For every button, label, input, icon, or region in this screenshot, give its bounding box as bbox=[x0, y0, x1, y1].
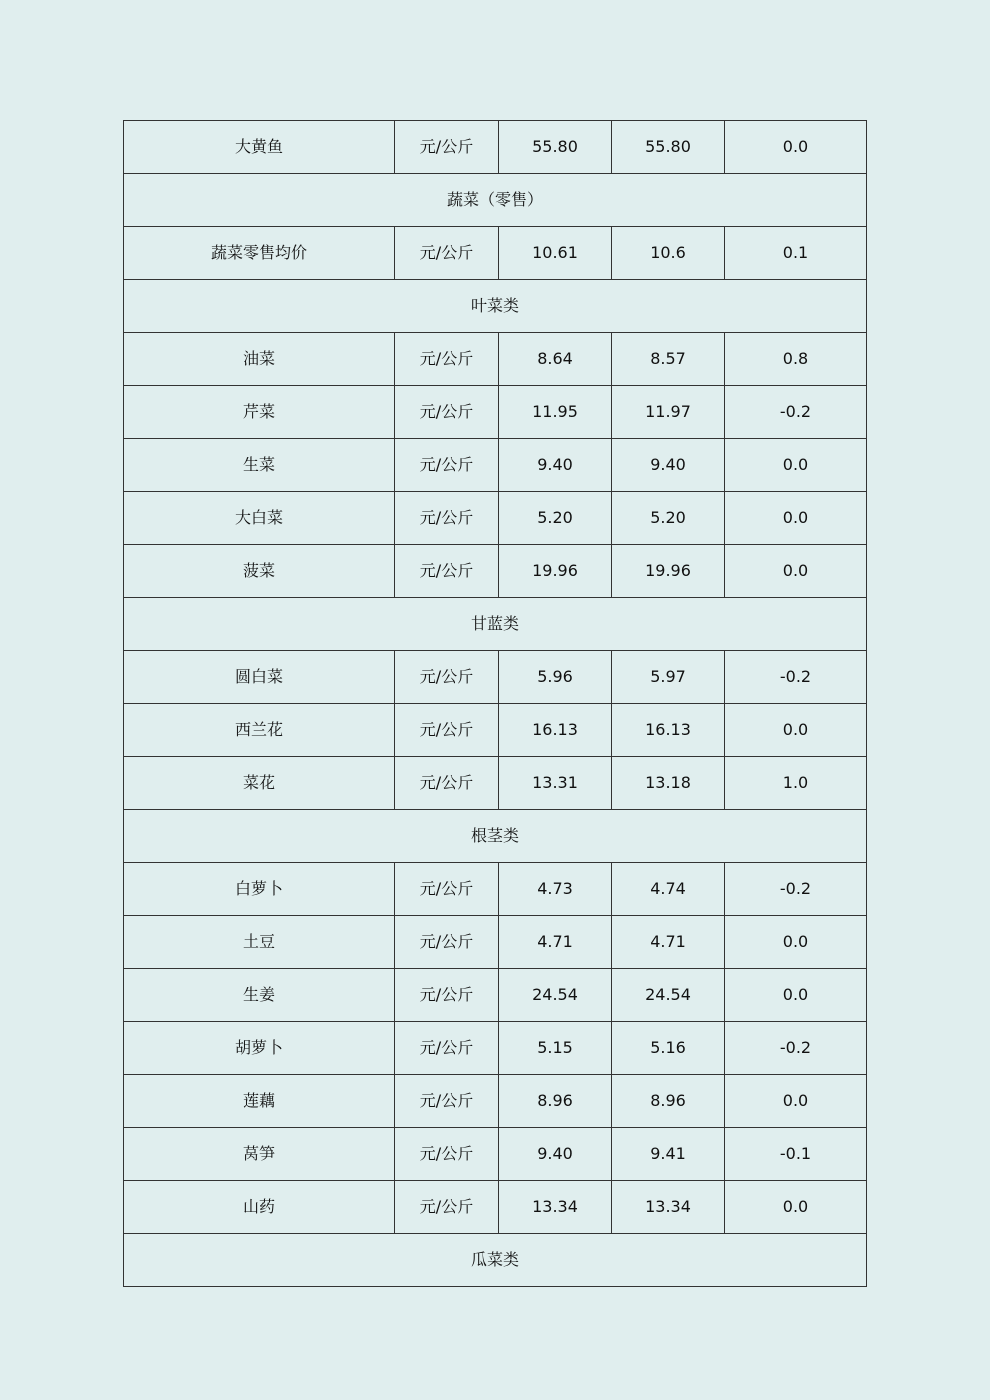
section-title: 根茎类 bbox=[124, 810, 867, 863]
table-row bbox=[124, 916, 867, 969]
price-previous-cell: 5.97 bbox=[612, 651, 725, 704]
price-current-cell: 9.40 bbox=[499, 1128, 612, 1181]
unit-cell: 元/公斤 bbox=[395, 1128, 499, 1181]
unit-cell: 元/公斤 bbox=[395, 439, 499, 492]
item-name-cell: 菠菜 bbox=[124, 545, 395, 598]
unit-cell: 元/公斤 bbox=[395, 227, 499, 280]
item-name-cell: 蔬菜零售均价 bbox=[124, 227, 395, 280]
section-title: 甘蓝类 bbox=[124, 598, 867, 651]
change-percent-cell: -0.2 bbox=[725, 651, 867, 704]
item-name-cell: 生姜 bbox=[124, 969, 395, 1022]
item-name-cell: 土豆 bbox=[124, 916, 395, 969]
item-name-cell: 莲藕 bbox=[124, 1075, 395, 1128]
price-current-cell: 16.13 bbox=[499, 704, 612, 757]
price-current-cell: 10.61 bbox=[499, 227, 612, 280]
price-previous-cell: 9.40 bbox=[612, 439, 725, 492]
item-name-cell: 胡萝卜 bbox=[124, 1022, 395, 1075]
table-row bbox=[124, 704, 867, 757]
change-percent-cell: 0.0 bbox=[725, 1075, 867, 1128]
item-name-cell: 莴笋 bbox=[124, 1128, 395, 1181]
price-current-cell: 9.40 bbox=[499, 439, 612, 492]
unit-cell: 元/公斤 bbox=[395, 916, 499, 969]
unit-cell: 元/公斤 bbox=[395, 545, 499, 598]
unit-cell: 元/公斤 bbox=[395, 863, 499, 916]
item-name-cell: 菜花 bbox=[124, 757, 395, 810]
price-current-cell: 11.95 bbox=[499, 386, 612, 439]
price-current-cell: 8.96 bbox=[499, 1075, 612, 1128]
section-header-row bbox=[124, 598, 867, 651]
price-current-cell: 19.96 bbox=[499, 545, 612, 598]
section-header-row bbox=[124, 174, 867, 227]
change-percent-cell: 1.0 bbox=[725, 757, 867, 810]
price-previous-cell: 13.34 bbox=[612, 1181, 725, 1234]
change-percent-cell: 0.0 bbox=[725, 439, 867, 492]
table-row bbox=[124, 969, 867, 1022]
section-header-row bbox=[124, 810, 867, 863]
price-current-cell: 55.80 bbox=[499, 121, 612, 174]
item-name-cell: 大黄鱼 bbox=[124, 121, 395, 174]
price-current-cell: 8.64 bbox=[499, 333, 612, 386]
unit-cell: 元/公斤 bbox=[395, 704, 499, 757]
change-percent-cell: 0.8 bbox=[725, 333, 867, 386]
item-name-cell: 圆白菜 bbox=[124, 651, 395, 704]
change-percent-cell: -0.2 bbox=[725, 386, 867, 439]
table-row bbox=[124, 1181, 867, 1234]
change-percent-cell: 0.0 bbox=[725, 969, 867, 1022]
table-row bbox=[124, 333, 867, 386]
price-previous-cell: 8.96 bbox=[612, 1075, 725, 1128]
item-name-cell: 西兰花 bbox=[124, 704, 395, 757]
change-percent-cell: 0.0 bbox=[725, 545, 867, 598]
table-row bbox=[124, 492, 867, 545]
unit-cell: 元/公斤 bbox=[395, 333, 499, 386]
price-current-cell: 5.15 bbox=[499, 1022, 612, 1075]
price-previous-cell: 16.13 bbox=[612, 704, 725, 757]
change-percent-cell: 0.0 bbox=[725, 704, 867, 757]
change-percent-cell: 0.1 bbox=[725, 227, 867, 280]
table-row bbox=[124, 757, 867, 810]
section-title: 瓜菜类 bbox=[124, 1234, 867, 1287]
section-header-row bbox=[124, 280, 867, 333]
price-current-cell: 5.20 bbox=[499, 492, 612, 545]
item-name-cell: 白萝卜 bbox=[124, 863, 395, 916]
unit-cell: 元/公斤 bbox=[395, 492, 499, 545]
section-title: 蔬菜（零售） bbox=[124, 174, 867, 227]
table-row bbox=[124, 121, 867, 174]
unit-cell: 元/公斤 bbox=[395, 1075, 499, 1128]
unit-cell: 元/公斤 bbox=[395, 1022, 499, 1075]
table-row bbox=[124, 651, 867, 704]
price-previous-cell: 9.41 bbox=[612, 1128, 725, 1181]
price-previous-cell: 19.96 bbox=[612, 545, 725, 598]
table-row bbox=[124, 545, 867, 598]
price-previous-cell: 4.74 bbox=[612, 863, 725, 916]
section-title: 叶菜类 bbox=[124, 280, 867, 333]
price-current-cell: 4.71 bbox=[499, 916, 612, 969]
price-previous-cell: 11.97 bbox=[612, 386, 725, 439]
change-percent-cell: 0.0 bbox=[725, 916, 867, 969]
price-current-cell: 24.54 bbox=[499, 969, 612, 1022]
item-name-cell: 大白菜 bbox=[124, 492, 395, 545]
price-previous-cell: 5.20 bbox=[612, 492, 725, 545]
price-table-body bbox=[124, 121, 867, 1287]
item-name-cell: 油菜 bbox=[124, 333, 395, 386]
table-row bbox=[124, 863, 867, 916]
price-previous-cell: 24.54 bbox=[612, 969, 725, 1022]
item-name-cell: 生菜 bbox=[124, 439, 395, 492]
change-percent-cell: 0.0 bbox=[725, 121, 867, 174]
table-row bbox=[124, 1075, 867, 1128]
change-percent-cell: -0.1 bbox=[725, 1128, 867, 1181]
unit-cell: 元/公斤 bbox=[395, 651, 499, 704]
table-row bbox=[124, 386, 867, 439]
price-previous-cell: 8.57 bbox=[612, 333, 725, 386]
unit-cell: 元/公斤 bbox=[395, 1181, 499, 1234]
unit-cell: 元/公斤 bbox=[395, 969, 499, 1022]
table-row bbox=[124, 1128, 867, 1181]
item-name-cell: 山药 bbox=[124, 1181, 395, 1234]
price-previous-cell: 5.16 bbox=[612, 1022, 725, 1075]
price-current-cell: 13.31 bbox=[499, 757, 612, 810]
price-previous-cell: 13.18 bbox=[612, 757, 725, 810]
change-percent-cell: -0.2 bbox=[725, 1022, 867, 1075]
price-table bbox=[123, 120, 867, 1287]
price-previous-cell: 10.6 bbox=[612, 227, 725, 280]
table-row bbox=[124, 227, 867, 280]
price-current-cell: 5.96 bbox=[499, 651, 612, 704]
unit-cell: 元/公斤 bbox=[395, 757, 499, 810]
price-previous-cell: 4.71 bbox=[612, 916, 725, 969]
table-row bbox=[124, 1022, 867, 1075]
change-percent-cell: 0.0 bbox=[725, 492, 867, 545]
change-percent-cell: -0.2 bbox=[725, 863, 867, 916]
price-current-cell: 4.73 bbox=[499, 863, 612, 916]
unit-cell: 元/公斤 bbox=[395, 386, 499, 439]
section-header-row bbox=[124, 1234, 867, 1287]
price-previous-cell: 55.80 bbox=[612, 121, 725, 174]
table-row bbox=[124, 439, 867, 492]
unit-cell: 元/公斤 bbox=[395, 121, 499, 174]
change-percent-cell: 0.0 bbox=[725, 1181, 867, 1234]
price-current-cell: 13.34 bbox=[499, 1181, 612, 1234]
item-name-cell: 芹菜 bbox=[124, 386, 395, 439]
